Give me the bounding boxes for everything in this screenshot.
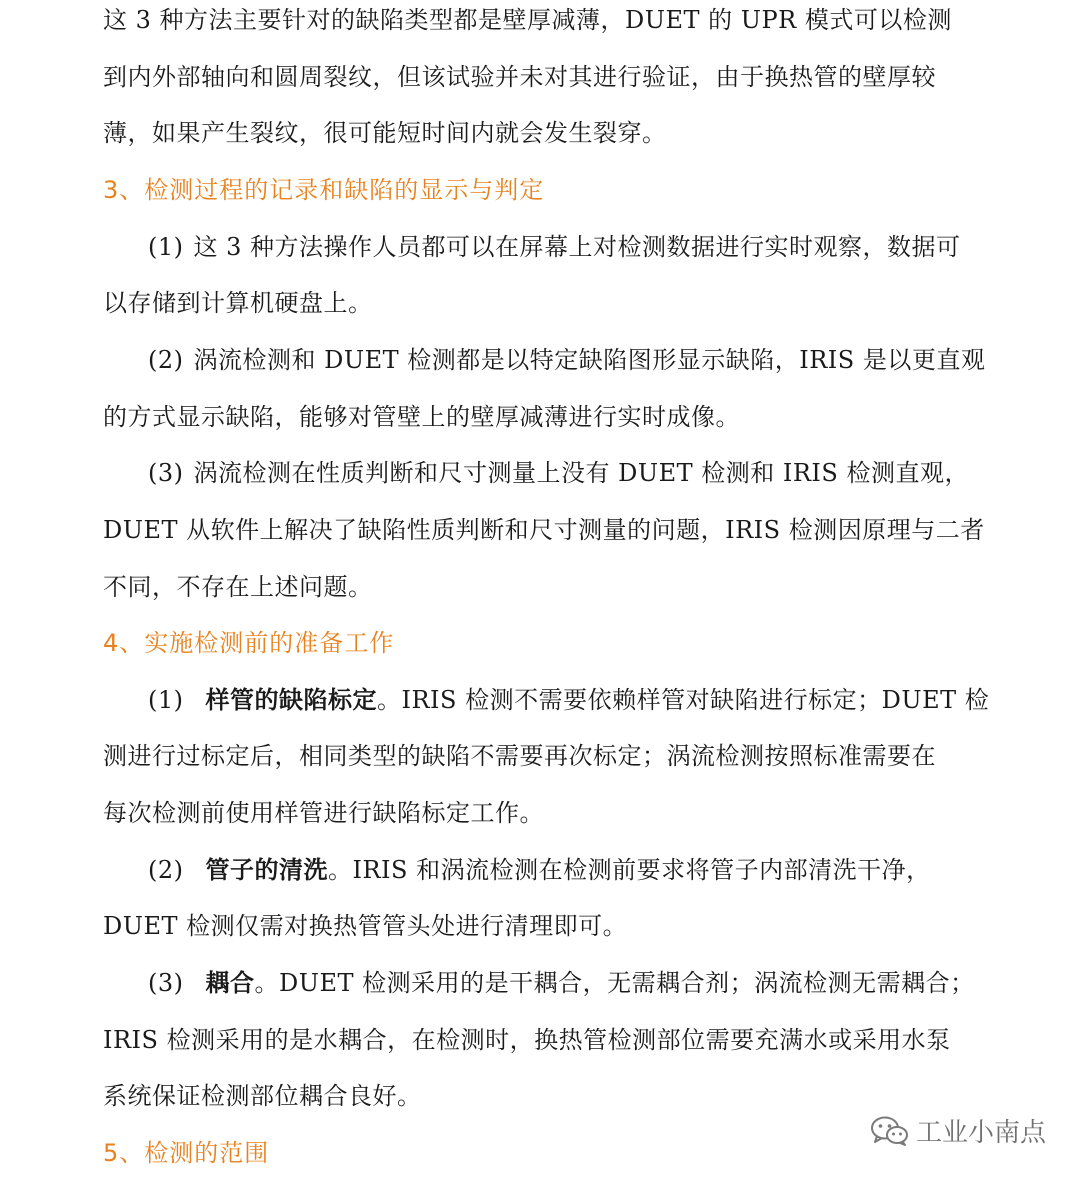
item-number: (3)	[148, 459, 184, 487]
paragraph-line: 每次检测前使用样管进行缺陷标定工作。	[103, 799, 544, 827]
item-text: 涡流检测在性质判断和尺寸测量上没有 DUET 检测和 IRIS 检测直观，	[193, 459, 969, 487]
list-item-4-1	[148, 685, 989, 715]
item-number: (1)	[148, 686, 184, 714]
paragraph-line: IRIS 检测采用的是水耦合，在检测时，换热管检测部位需要充满水或采用水泵	[103, 1026, 951, 1054]
item-number: (3)	[148, 969, 184, 997]
item-bold-term: 管子的清洗	[205, 856, 328, 884]
item-number: (2)	[148, 856, 184, 884]
item-bold-term: 耦合	[205, 969, 255, 997]
item-bold-term: 样管的缺陷标定	[205, 686, 377, 714]
paragraph-line: 测进行过标定后，相同类型的缺陷不需要再次标定；涡流检测按照标准需要在	[103, 742, 936, 770]
section-heading-4: 4、实施检测前的准备工作	[103, 629, 395, 657]
list-item-4-3	[148, 968, 975, 998]
paragraph-line: 到内外部轴向和圆周裂纹，但该试验并未对其进行验证，由于换热管的壁厚较	[103, 63, 936, 91]
item-text: 。IRIS 检测不需要依赖样管对缺陷进行标定；DUET 检	[377, 686, 990, 714]
paragraph-line: DUET 检测仅需对换热管管头处进行清理即可。	[103, 912, 628, 940]
list-item-3-2	[148, 345, 985, 375]
paragraph-line: 薄，如果产生裂纹，很可能短时间内就会发生裂穿。	[103, 119, 667, 147]
paragraph-line: 以存储到计算机硬盘上。	[103, 289, 373, 317]
item-text: 。IRIS 和涡流检测在检测前要求将管子内部清洗干净，	[328, 856, 931, 884]
paragraph-line: 系统保证检测部位耦合良好。	[103, 1082, 422, 1110]
paragraph-line: 不同，不存在上述问题。	[103, 573, 373, 601]
section-heading-3: 3、检测过程的记录和缺陷的显示与判定	[103, 176, 545, 204]
item-text: 。DUET 检测采用的是干耦合，无需耦合剂；涡流检测无需耦合；	[254, 969, 975, 997]
list-item-3-3	[148, 458, 969, 488]
item-text: 这 3 种方法操作人员都可以在屏幕上对检测数据进行实时观察，数据可	[193, 233, 961, 261]
item-number: (1)	[148, 233, 184, 261]
paragraph-line: DUET 从软件上解决了缺陷性质判断和尺寸测量的问题，IRIS 检测因原理与二者	[103, 516, 985, 544]
paragraph-line: 的方式显示缺陷，能够对管壁上的壁厚减薄进行实时成像。	[103, 403, 740, 431]
item-number: (2)	[148, 346, 184, 374]
list-item-4-2	[148, 855, 931, 885]
item-text: 涡流检测和 DUET 检测都是以特定缺陷图形显示缺陷，IRIS 是以更直观	[193, 346, 986, 374]
wechat-icon	[870, 1115, 910, 1147]
wechat-watermark	[870, 1112, 1046, 1149]
section-heading-5: 5、检测的范围	[103, 1139, 270, 1167]
watermark-text: 工业小南点	[915, 1118, 1046, 1148]
list-item-3-1	[148, 232, 961, 262]
paragraph-line: 这 3 种方法主要针对的缺陷类型都是壁厚减薄，DUET 的 UPR 模式可以检测	[103, 6, 952, 34]
